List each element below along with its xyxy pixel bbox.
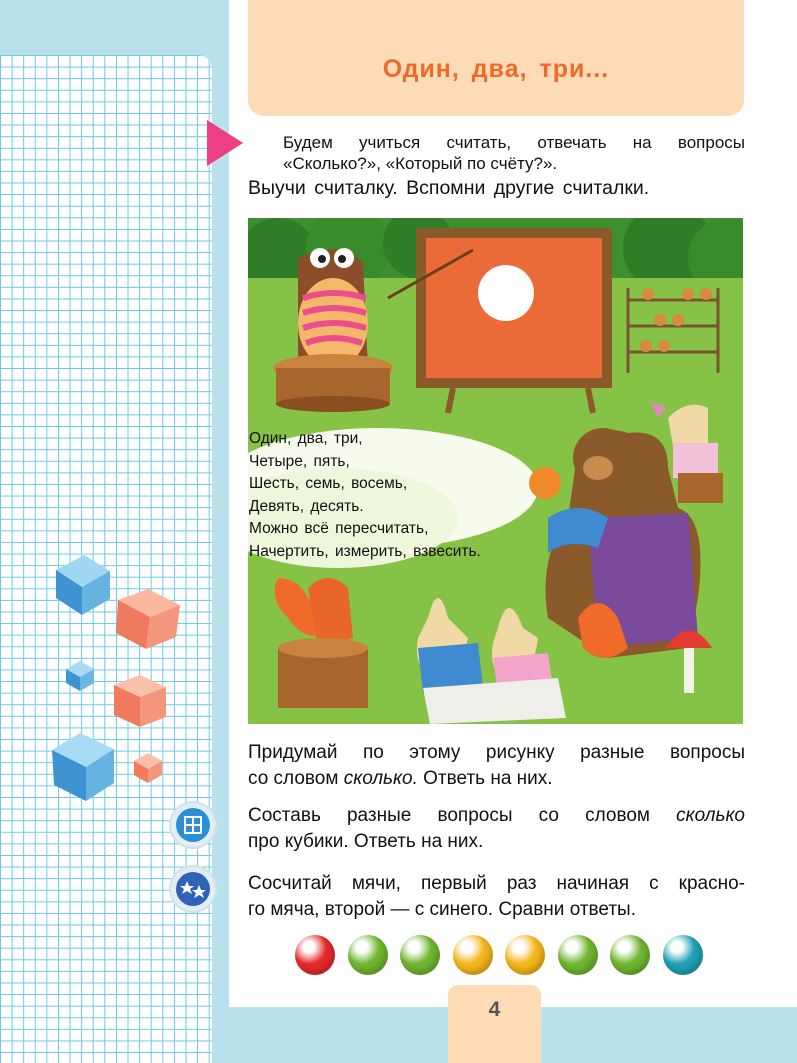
- grid-icon: [176, 808, 210, 842]
- page-number: 4: [488, 998, 501, 1021]
- task-line: го мяча, второй — с синего. Сравни ответы.: [248, 899, 636, 920]
- ball: [400, 935, 440, 975]
- ball: [663, 935, 703, 975]
- task-text: со словом: [248, 768, 344, 789]
- cube-red-small: [134, 753, 162, 783]
- ball: [505, 935, 545, 975]
- task-line: про кубики. Ответь на них.: [248, 831, 484, 852]
- grid-task-badge[interactable]: [171, 803, 215, 847]
- ball: [348, 935, 388, 975]
- header-banner: [248, 0, 744, 116]
- rhyme-line: Один, два, три,: [249, 430, 363, 447]
- cube-red-large-top: [116, 589, 180, 649]
- ball: [558, 935, 598, 975]
- stars-task-badge[interactable]: [171, 867, 215, 911]
- task-cubes-questions: [248, 803, 745, 855]
- task-line: [248, 766, 745, 792]
- counting-rhyme: [249, 428, 481, 563]
- lesson-goal-line-2: «Сколько?», «Который по счёту?».: [283, 154, 558, 173]
- cube-blue-large-top: [56, 555, 110, 615]
- lesson-goal-line-1: Будем учиться считать, отвечать на вопросы: [283, 133, 745, 152]
- task-keyword: сколько: [676, 805, 745, 826]
- rhyme-line: Шесть, семь, восемь,: [249, 475, 408, 492]
- task-line: Сосчитай мячи, первый раз начиная с красно-: [248, 873, 745, 894]
- balls-row: [295, 935, 705, 977]
- stars-icon: [176, 872, 210, 906]
- ball: [610, 935, 650, 975]
- task-text: Ответь на них.: [417, 768, 553, 789]
- ball: [453, 935, 493, 975]
- learn-rhyme-instruction: Выучи считалку. Вспомни другие считалки.: [248, 177, 650, 199]
- task-line: Придумай по этому рисунку разные вопросы: [248, 742, 745, 763]
- rhyme-line: Девять, десять.: [249, 497, 364, 515]
- cube-blue-large-bottom: [52, 733, 114, 801]
- task-count-balls: [248, 871, 745, 923]
- task-line: [248, 803, 745, 829]
- task-keyword: сколько.: [343, 768, 418, 789]
- task-text: Составь разные вопросы со словом: [248, 805, 677, 826]
- lesson-goal: [283, 132, 745, 174]
- rhyme-line: Четыре, пять,: [249, 452, 350, 470]
- rhyme-line: Начертить, измерить, взвесить.: [249, 542, 481, 560]
- cube-red-middle: [114, 675, 166, 727]
- cubes-illustration: [40, 545, 200, 815]
- cube-blue-small: [66, 661, 94, 691]
- ball: [295, 935, 335, 975]
- page-number-tab: [448, 985, 541, 1063]
- triangle-marker-icon: [207, 120, 243, 166]
- rhyme-line: Можно всё пересчитать,: [249, 520, 429, 537]
- task-picture-questions: [248, 740, 745, 792]
- page-title: Один, два, три...: [382, 55, 610, 83]
